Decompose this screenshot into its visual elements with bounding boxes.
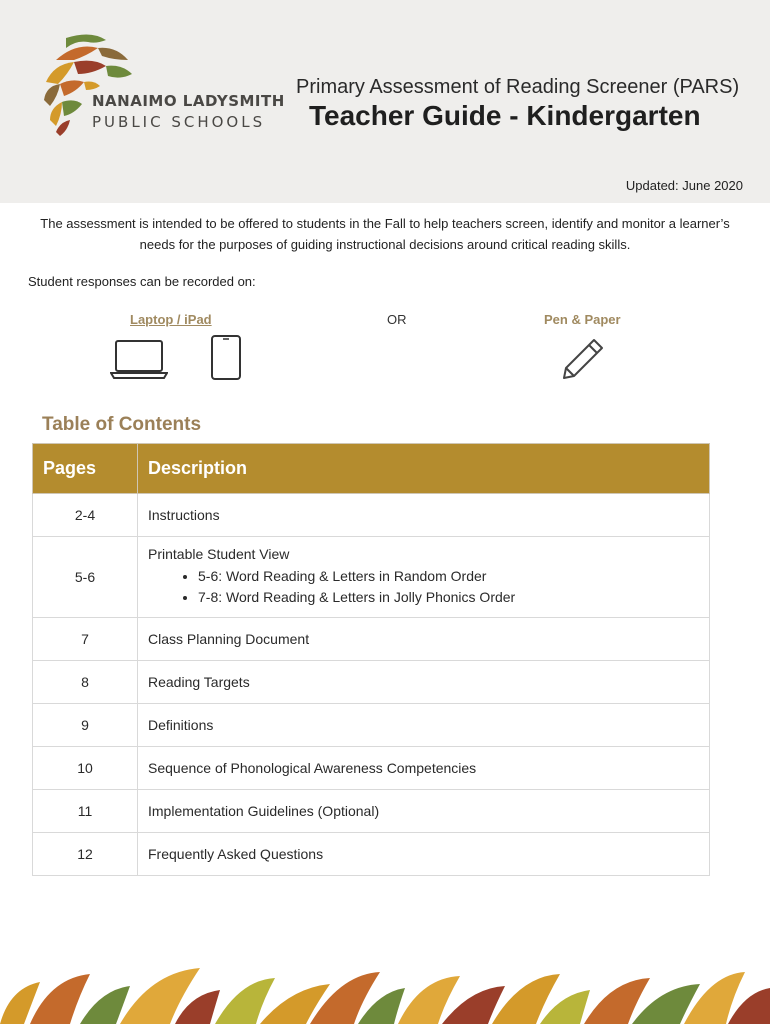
decorative-footer-pattern	[0, 968, 770, 1024]
toc-page: 10	[33, 747, 138, 790]
toc-table	[32, 443, 710, 876]
table-row	[33, 747, 710, 790]
logo-subname: PUBLIC SCHOOLS	[92, 113, 266, 131]
document-subtitle: Primary Assessment of Reading Screener (PARS)	[296, 76, 740, 98]
table-row	[33, 661, 710, 704]
updated-date: Updated: June 2020	[625, 178, 743, 193]
toc-description: Frequently Asked Questions	[138, 833, 710, 876]
toc-heading: Table of Contents	[42, 414, 202, 435]
list-item: • 5-6: Word Reading & Letters in Random Order	[198, 566, 699, 587]
recorded-label: Student responses can be recorded on:	[28, 274, 256, 289]
table-row	[33, 494, 710, 537]
toc-description: Definitions	[138, 704, 710, 747]
list-item: • 7-8: Word Reading & Letters in Jolly Phonics Order	[198, 587, 699, 608]
option-laptop-ipad[interactable]: Laptop / iPad	[130, 312, 212, 327]
toc-page: 2-4	[33, 494, 138, 537]
toc-col-pages: Pages	[33, 444, 138, 494]
toc-page: 5-6	[33, 537, 138, 618]
option-or-label: OR	[387, 312, 407, 327]
toc-description: Instructions	[138, 494, 710, 537]
toc-page: 12	[33, 833, 138, 876]
table-row	[33, 704, 710, 747]
table-row	[33, 833, 710, 876]
tablet-icon	[209, 334, 243, 382]
table-row	[33, 618, 710, 661]
toc-bullet-list	[148, 566, 699, 608]
toc-description: Reading Targets	[138, 661, 710, 704]
toc-description: Class Planning Document	[138, 618, 710, 661]
table-row	[33, 537, 710, 618]
pencil-icon	[560, 336, 606, 382]
toc-description-cell	[138, 537, 710, 618]
table-row	[33, 790, 710, 833]
document-title: Teacher Guide - Kindergarten	[309, 100, 701, 131]
toc-description: Implementation Guidelines (Optional)	[138, 790, 710, 833]
option-pen-paper: Pen & Paper	[544, 312, 621, 327]
logo-name: NANAIMO LADYSMITH	[92, 92, 285, 110]
toc-header-row	[33, 444, 710, 494]
laptop-icon	[110, 338, 168, 380]
toc-description: Printable Student View	[148, 546, 290, 562]
toc-page: 7	[33, 618, 138, 661]
toc-col-description: Description	[138, 444, 710, 494]
toc-description: Sequence of Phonological Awareness Competencies	[138, 747, 710, 790]
toc-page: 8	[33, 661, 138, 704]
toc-page: 9	[33, 704, 138, 747]
intro-paragraph: The assessment is intended to be offered to students in the Fall to help teachers screen, identify and monitor a learner’s needs for the purposes of guiding instructional decisions around critical reading skills.	[40, 216, 730, 252]
header-banner	[0, 0, 770, 203]
toc-page: 11	[33, 790, 138, 833]
